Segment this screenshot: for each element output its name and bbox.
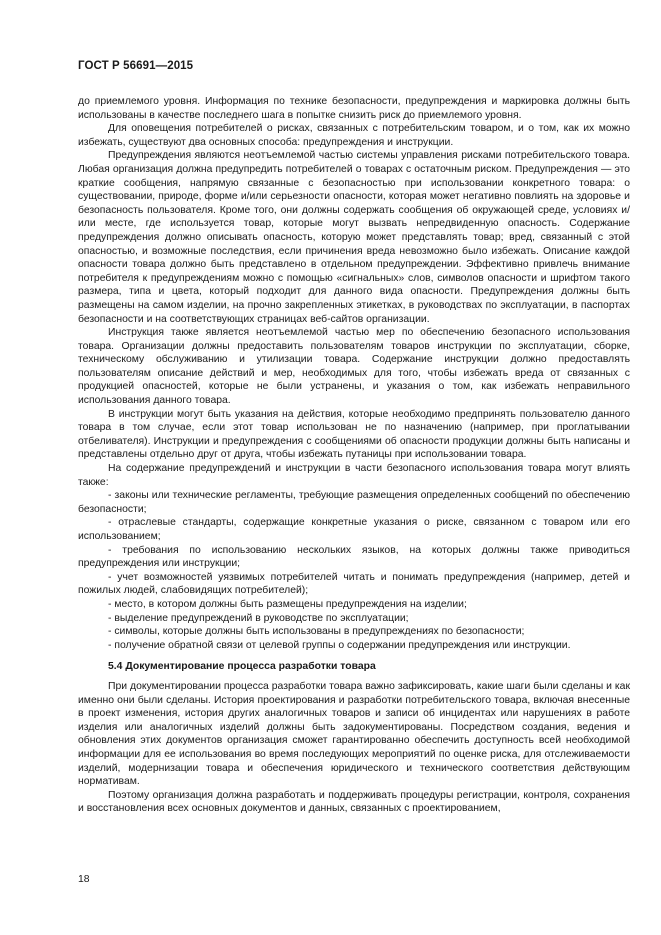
page-number: 18	[78, 874, 90, 885]
paragraph: Инструкция также является неотъемлемой частью мер по обеспечению безопасного использования товара. Организации должны предоставить пользователям товаров инструкции по эксплуатации, сборке, техническому обслуживанию и утилизации товара. Содержание инструкции должно предоставлять пользователям описание действий и мер, необходимых для того, чтобы избежать вреда от связанных с продукцией опасностей, которые не были устранены, и указания о том, как избежать неправильного использования данного товара.	[78, 327, 630, 407]
paragraph: Для оповещения потребителей о рисках, связанных с потребительским товаром, и о том, как их можно избежать, существуют два основных способа: предупреждения и инструкции.	[78, 123, 630, 148]
paragraph: На содержание предупреждений и инструкции в части безопасного использования товара могут влиять также:	[78, 463, 630, 488]
list-item: - законы или технические регламенты, требующие размещения определенных сообщений по обеспечению безопасности;	[78, 490, 630, 515]
list-item: - получение обратной связи от целевой группы о содержании предупреждения или инструкции.	[108, 639, 571, 651]
list-item: - место, в котором должны быть размещены предупреждения на изделии;	[108, 598, 467, 610]
list-item: - требования по использованию нескольких языков, на которых должны также приводиться предупреждения или инструкции;	[78, 544, 630, 570]
section-heading: 5.4 Документирование процесса разработки товара	[108, 661, 376, 673]
document-code: ГОСТ Р 56691—2015	[78, 60, 194, 72]
list-item: - символы, которые должны быть использованы в предупреждениях по безопасности;	[108, 626, 525, 638]
paragraph: Предупреждения являются неотъемлемой частью системы управления рисками потребительского товара. Любая организация должна предупредить потребителей о товарах с остаточным риском. Предупреждения — это краткие сообщения, напрямую связанные с безопасностью при использовании конкретного товара: о существовании, природе, форме и/или серьезности опасности, которая может негативно повлиять на здоровье и безопасность пользователя. Кроме того, они должны содержать сообщения об окружающей среде, условиях и/или месте, где используется товар, которые могут вызвать непредвиденную опасность. Содержание предупреждения должно описывать опасность, которую может представлять товар; вред, связанный с этой опасностью, и возможные последствия, если причинения вреда невозможно было избежать. Описание каждой опасности товара должно быть представлено в отдельном предупреждении. Эффективно привлечь внимание потребителя к предупреждениям можно с помощью «сигнальных» слов, символов опасности и шрифтом такого размера, типа и цвета, который подходит для данного вида опасности. Предупреждения должны быть размещены на самом изделии, на прочно закрепленных этикетках, в руководствах по эксплуатации, в паспортах безопасности и на соответствующих страницах веб-сайтов организации.	[78, 150, 630, 325]
list-item: - отраслевые стандарты, содержащие конкретные указания о риске, связанном с товаром или его использованием;	[78, 517, 630, 542]
paragraph: В инструкции могут быть указания на действия, которые необходимо предпринять пользователю данного товара в том случае, если этот товар использован не по назначению (например, при проглатывании отбеливателя). Инструкции и предупреждения с сообщениями об опасности продукции должны быть написаны и представлены отдельно друг от друга, чтобы избежать путаницы при использовании товара.	[78, 408, 630, 461]
paragraph: При документировании процесса разработки товара важно зафиксировать, какие шаги были сделаны и как именно они были сделаны. История проектирования и разработки потребительского товара, включая внесенные в проект изменения, история других аналогичных товаров и записи об инцидентах или нарушениях в работе изделия или аналогичных изделий должны быть задокументированы. Посредством создания, ведения и обновления этих документов организация сможет гарантированно обеспечить доступность всей необходимой информации для ее использования во время последующих мероприятий по оценке риска, для отслеживаемости изделий, модернизации товара и обеспечения юридического и технического соответствия действующим нормативам.	[78, 680, 630, 788]
list-item: - учет возможностей уязвимых потребителей читать и понимать предупреждения (например, детей и пожилых людей, слабовидящих потребителей);	[78, 571, 630, 597]
document-body	[78, 95, 630, 816]
paragraph: Поэтому организация должна разработать и поддерживать процедуры регистрации, контроля, сохранения и восстановления всех основных документов и данных, связанных с проектированием,	[78, 789, 630, 815]
paragraph: до приемлемого уровня. Информация по технике безопасности, предупреждения и маркировка должны быть использованы в качестве последнего шага в попытке снизить риск до приемлемого уровня.	[78, 96, 630, 121]
list-item: - выделение предупреждений в руководстве по эксплуатации;	[108, 612, 409, 624]
